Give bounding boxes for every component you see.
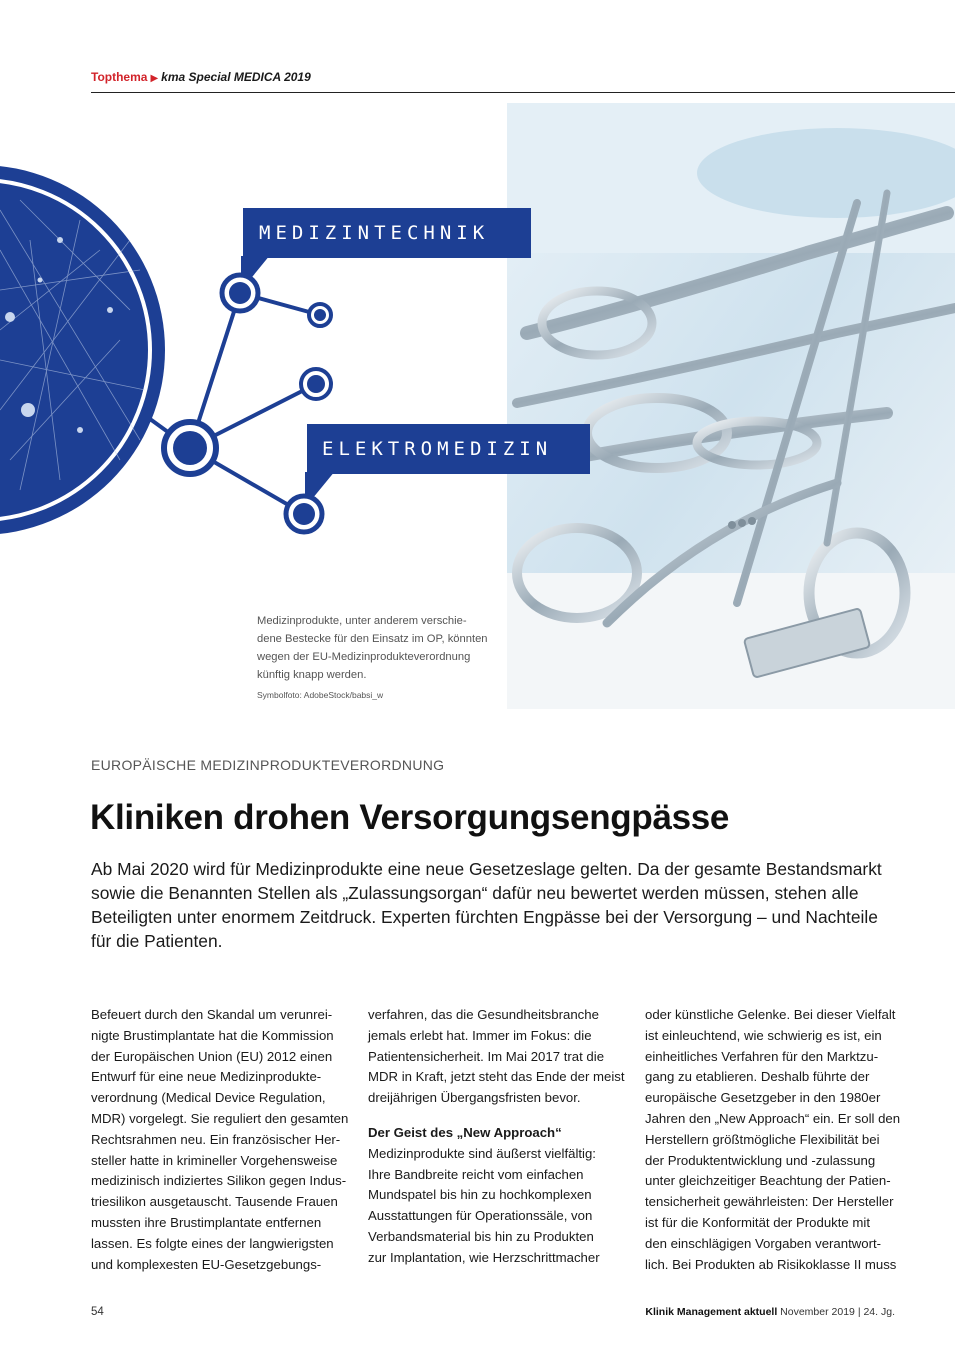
body-line: Patientensicherheit. Im Mai 2017 trat die xyxy=(368,1048,605,1064)
body-column-1 xyxy=(91,1005,349,1275)
body-line: Rechtsrahmen neu. Ein französischer Her- xyxy=(91,1131,341,1147)
body-line: Verbandsmaterial bis hin zu Produkten xyxy=(368,1228,594,1244)
article-kicker: EUROPÄISCHE MEDIZINPRODUKTEVERORDNUNG xyxy=(91,757,445,773)
body-line: MDR) vorgelegt. Sie reguliert den gesamten xyxy=(91,1110,349,1126)
lead-line: Beteiligten unter enormem Zeitdruck. Experten fürchten Engpässe bei der Versorgung – und Nachteile xyxy=(91,907,878,927)
body-line: Medizinprodukte sind äußerst vielfältig: xyxy=(368,1145,596,1161)
body-line: ist einleuchtend, wie schwierig es ist, ein xyxy=(645,1027,882,1043)
body-line: lassen. Es folgte eines der langwierigsten xyxy=(91,1235,334,1251)
lead-line: sowie die Benannten Stellen als „Zulassungsorgan“ dafür neu bewertet werden müssen, stehen alle xyxy=(91,883,859,903)
body-line: einheitliches Verfahren für den Marktzu- xyxy=(645,1048,879,1064)
body-line: tensicherheit gewährleisten: Der Hersteller xyxy=(645,1194,894,1210)
body-line: nigte Brustimplantate hat die Kommission xyxy=(91,1027,334,1043)
header-rule xyxy=(91,92,955,93)
photo-caption xyxy=(257,612,507,684)
globe-icon xyxy=(0,165,165,535)
label-elektromedizin: ELEKTROMEDIZIN xyxy=(307,424,590,474)
body-line: mussten ihre Brustimplantate entfernen xyxy=(91,1214,322,1230)
magazine-name: Klinik Management aktuell xyxy=(645,1306,778,1318)
body-line: Mundspatel bis hin zu hochkomplexen xyxy=(368,1187,592,1203)
body-column-3 xyxy=(645,1005,901,1275)
body-line: gang zu etablieren. Deshalb führte der xyxy=(645,1069,870,1085)
section-label: Topthema xyxy=(91,70,148,84)
body-line: und komplexesten EU-Gesetzgebungs- xyxy=(91,1256,322,1272)
body-column-2 xyxy=(368,1005,625,1269)
article-headline: Kliniken drohen Versorgungsengpässe xyxy=(90,798,730,837)
body-line: lich. Bei Produkten ab Risikoklasse II muss xyxy=(645,1256,897,1272)
photo-credit: Symbolfoto: AdobeStock/babsi_w xyxy=(257,690,384,700)
body-line: Entwurf für eine neue Medizinprodukte- xyxy=(91,1069,322,1085)
body-line: unter gleichzeitiger Beachtung der Patien- xyxy=(645,1173,891,1189)
issue-date: November 2019 xyxy=(780,1306,855,1318)
body-line: zur Implantation, wie Herzschrittmacher xyxy=(368,1249,600,1265)
footer-separator: | xyxy=(857,1306,861,1318)
caption-line: dene Bestecke für den Einsatz im OP, könnten xyxy=(257,633,488,645)
body-line: dreijährigen Übergangsfristen bevor. xyxy=(368,1090,581,1106)
body-line: ist für die Konformität der Produkte mit xyxy=(645,1214,871,1230)
body-line: triesilikon ausgetauscht. Tausende Frauen xyxy=(91,1194,338,1210)
label-medizintechnik: MEDIZINTECHNIK xyxy=(243,208,531,258)
lead-line: Ab Mai 2020 wird für Medizinprodukte eine neue Gesetzeslage gelten. Da der gesamte Bestandsmarkt xyxy=(91,859,882,879)
body-line: der Europäischen Union (EU) 2012 einen xyxy=(91,1048,333,1064)
body-line: oder künstliche Gelenke. Bei dieser Vielfalt xyxy=(645,1007,896,1022)
body-line: verordnung (Medical Device Regulation, xyxy=(91,1090,326,1106)
running-header xyxy=(91,70,311,84)
caption-line: Medizinprodukte, unter anderem verschie- xyxy=(257,615,467,627)
body-line: steller hatte in krimineller Vorgehensweise xyxy=(91,1152,338,1168)
body-line: Herstellern größtmögliche Flexibilität bei xyxy=(645,1131,880,1147)
body-line: Ausstattungen für Operationssäle, von xyxy=(368,1208,593,1224)
body-line: Jahren den „New Approach“ ein. Er soll den xyxy=(645,1110,901,1126)
body-line: MDR in Kraft, jetzt steht das Ende der meist xyxy=(368,1069,625,1085)
page-number: 54 xyxy=(91,1306,104,1318)
footer-imprint xyxy=(645,1306,895,1318)
triangle-arrow-icon: ▶ xyxy=(150,73,159,84)
body-line: jemals erlebt hat. Immer im Fokus: die xyxy=(368,1027,592,1043)
body-line: den einschlägigen Vorgaben verantwort- xyxy=(645,1235,882,1251)
body-line: medizinisch indiziertes Silikon gegen Indus- xyxy=(91,1173,347,1189)
body-line: europäische Gesetzgeber in den 1980er xyxy=(645,1090,881,1106)
body-line: Befeuert durch den Skandal um verunrei- xyxy=(91,1007,333,1022)
lead-line: für die Patienten. xyxy=(91,931,223,951)
paragraph-gap xyxy=(368,1109,620,1123)
body-line: verfahren, das die Gesundheitsbranche xyxy=(368,1007,599,1022)
caption-line: künftig knapp werden. xyxy=(257,669,367,681)
caption-line: wegen der EU-Medizinprodukteverordnung xyxy=(257,651,471,663)
issue-title: kma Special MEDICA 2019 xyxy=(161,70,311,84)
volume: 24. Jg. xyxy=(863,1306,895,1318)
subheading: Der Geist des „New Approach“ xyxy=(368,1124,562,1140)
body-line: Ihre Bandbreite reicht vom einfachen xyxy=(368,1166,584,1182)
body-line: der Produktentwicklung und -zulassung xyxy=(645,1152,876,1168)
